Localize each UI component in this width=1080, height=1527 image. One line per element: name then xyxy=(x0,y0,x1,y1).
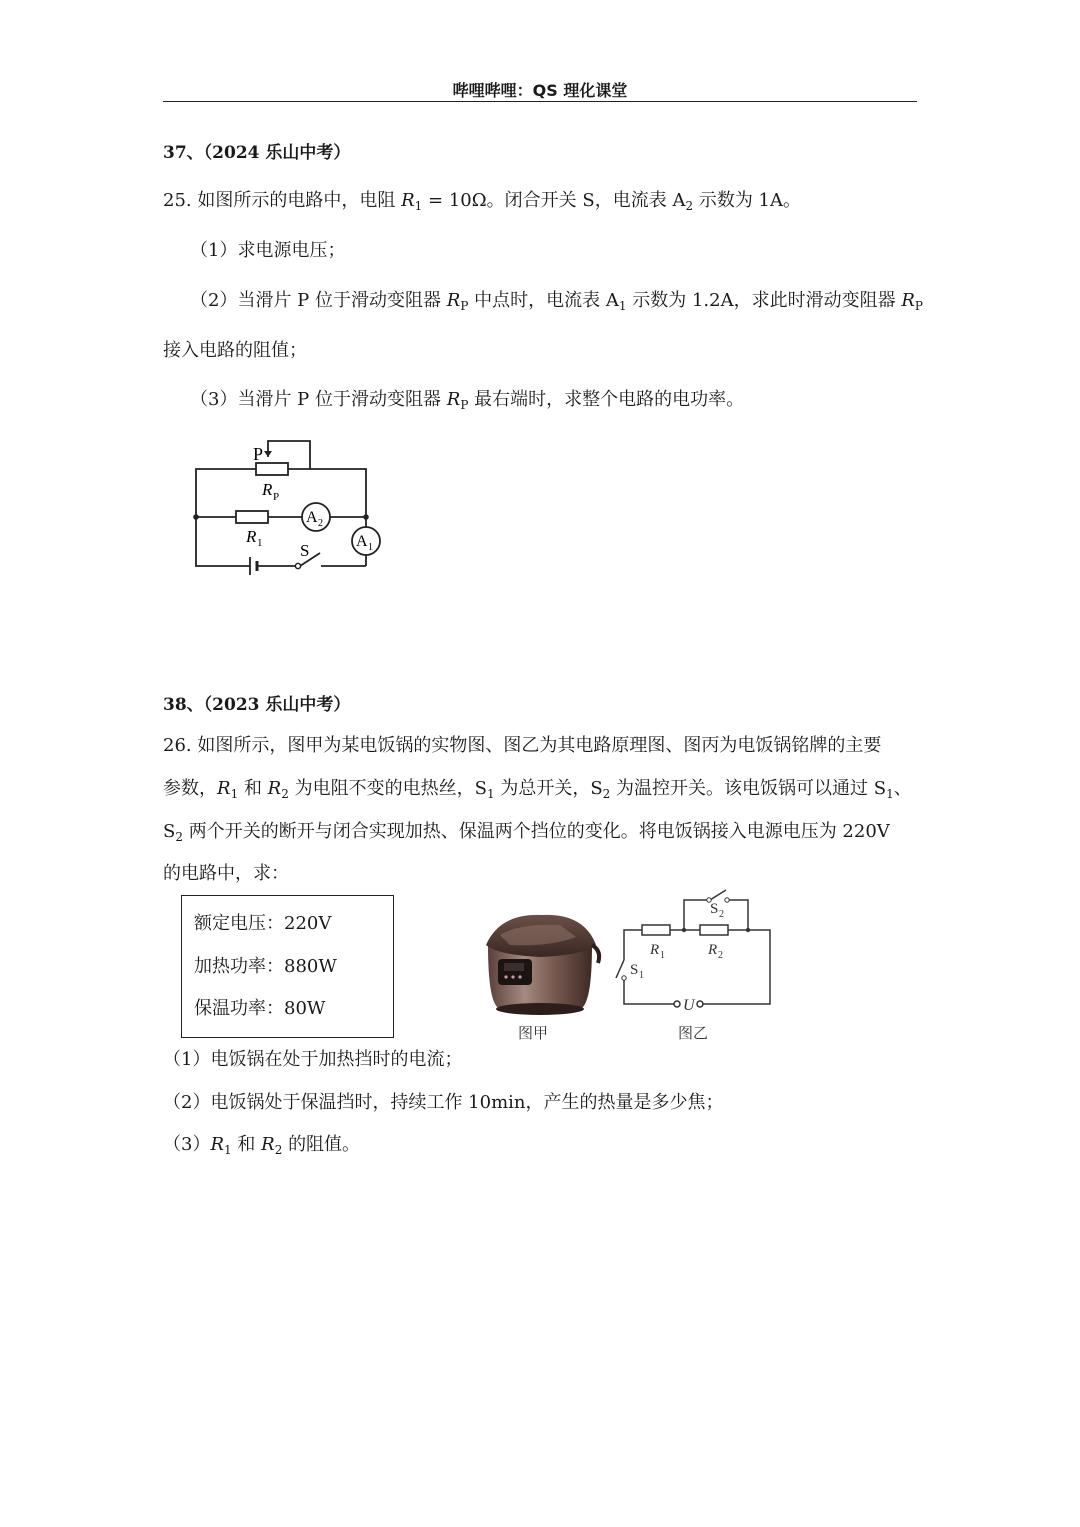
nameplate-table xyxy=(181,895,394,1038)
svg-text:1: 1 xyxy=(660,950,665,961)
q26-line3: $S_2$ 两个开关的断开与闭合实现加热、保温两个挡位的变化。将电饭锅接入电源电压为 220V xyxy=(163,821,890,844)
svg-text:S: S xyxy=(710,901,719,917)
svg-text:R: R xyxy=(650,942,660,958)
svg-text:1: 1 xyxy=(639,970,644,981)
q25-part2-cont: 接入电路的阻值； xyxy=(163,340,307,361)
wire-rheostat-left xyxy=(196,469,256,517)
section-38-title: 38、（2023 乐山中考） xyxy=(163,695,351,715)
spec-rated-voltage: 额定电压：220V xyxy=(194,913,332,934)
page-header: 哔哩哔哩：QS 理化课堂 xyxy=(452,81,628,100)
rice-cooker-image xyxy=(480,905,602,1020)
label-rp: R xyxy=(262,480,273,499)
q26-part2: （2）电饭锅处于保温挡时，持续工作 10min，产生的热量是多少焦； xyxy=(163,1092,724,1113)
caption-figure-a: 图甲 xyxy=(518,1024,549,1042)
circuit-diagram-q26 xyxy=(610,880,780,1010)
q26-line1: 26. 如图所示，图甲为某电饭锅的实物图、图乙为其电路原理图、图丙为电饭锅铭牌的主要 xyxy=(163,735,882,756)
q26-part3: $(3)R_1$ 和 $R_2$ 的阻值。 xyxy=(163,1134,361,1157)
q25-part1: （1）求电源电压； xyxy=(190,240,346,261)
q26-line4: 的电路中，求： xyxy=(163,863,289,884)
circuit-diagram-q25 xyxy=(180,435,395,590)
svg-text:S: S xyxy=(630,962,639,978)
svg-text:2: 2 xyxy=(719,909,724,920)
terminal-left xyxy=(674,1001,680,1007)
label-p: P xyxy=(253,444,264,464)
q25-part2: （2）当滑片 P 位于滑动变阻器 $R_P$ 中点时，电流表 $A_1$ 示数为 1.2A，求此时滑动变阻器 $R_P$ xyxy=(190,290,923,313)
svg-text:1: 1 xyxy=(368,542,373,553)
header-divider xyxy=(163,101,917,102)
label-a1: A xyxy=(356,533,368,550)
svg-text:2: 2 xyxy=(318,518,323,529)
resistor-r1 xyxy=(642,925,670,935)
q26-part1: （1）电饭锅在处于加热挡时的电流； xyxy=(163,1049,463,1070)
switch-s1 xyxy=(616,960,624,978)
section-37-title: 37、（2024 乐山中考） xyxy=(163,143,351,163)
rheostat-rp xyxy=(256,463,288,475)
switch-s2 xyxy=(710,890,726,900)
q26-line2: 参数，$R_1$ 和 $R_2$ 为电阻不变的电热丝，$S_1$ 为总开关，$S_2$ 为温控开关。该电饭锅可以通过 $S_1$、 xyxy=(163,778,912,801)
caption-figure-b: 图乙 xyxy=(678,1024,709,1042)
q25-part3: （3）当滑片 P 位于滑动变阻器 $R_P$ 最右端时，求整个电路的电功率。 xyxy=(190,389,745,412)
label-u: U xyxy=(683,997,695,1010)
svg-text:1: 1 xyxy=(257,537,263,549)
label-r1: R xyxy=(246,527,257,546)
slider-wire xyxy=(268,441,310,469)
label-s: S xyxy=(300,541,310,560)
terminal-right xyxy=(697,1001,703,1007)
resistor-r2 xyxy=(700,925,728,935)
svg-text:R: R xyxy=(708,942,718,958)
spec-heating-power: 加热功率：880W xyxy=(194,956,337,977)
q25-stem: 25. 如图所示的电路中，电阻 $R_1 = 10\Omega$。闭合开关 S，电流表 $A_2$ 示数为 1A。 xyxy=(163,190,802,213)
svg-text:P: P xyxy=(273,491,280,503)
spec-warming-power: 保温功率：80W xyxy=(194,998,326,1019)
slider-arrow xyxy=(264,451,272,457)
label-a2: A xyxy=(306,509,318,526)
resistor-r1 xyxy=(236,511,268,523)
svg-text:2: 2 xyxy=(718,950,723,961)
